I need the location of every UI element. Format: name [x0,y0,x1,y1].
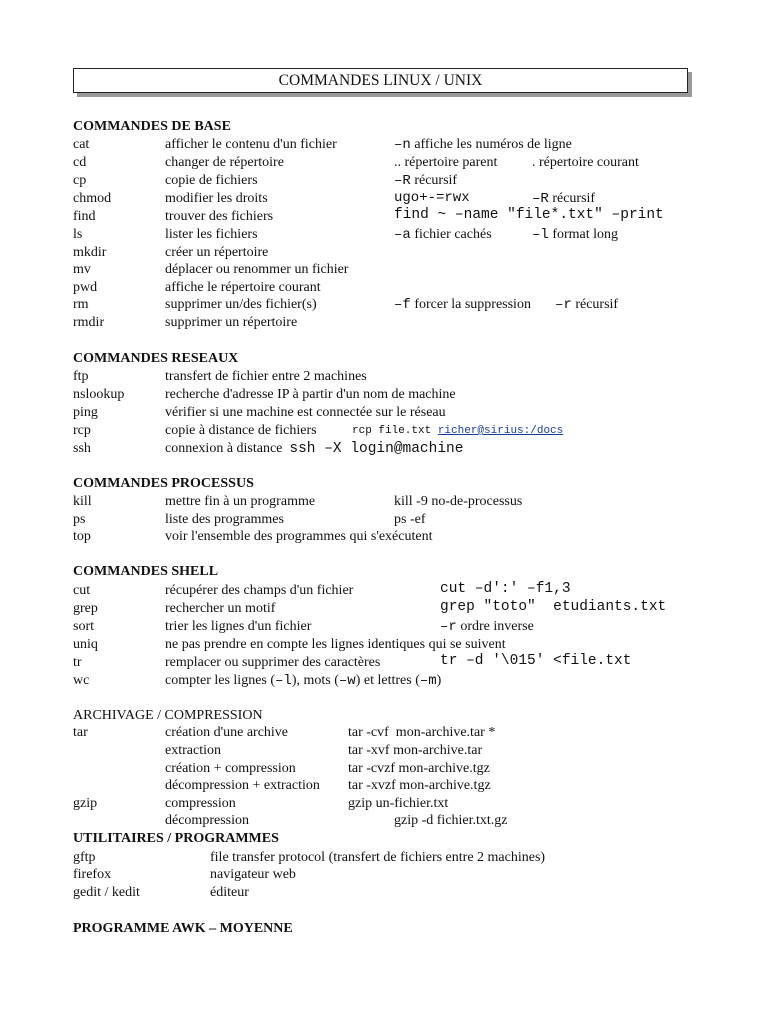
desc-wc-part4: ) [436,673,442,688]
desc-gftp: file transfer protocol (transfert de fichiers entre 2 machines) [210,850,546,865]
desc-gzip-decompress: décompression [165,813,249,828]
section-heading-base: COMMANDES DE BASE [73,119,231,134]
section-heading-archivage: ARCHIVAGE / COMPRESSION [73,708,263,723]
cmd-gftp: gftp [73,850,96,865]
desc-nslookup: recherche d'adresse IP à partir d'un nom de machine [165,387,456,402]
example-gzip-decompress: gzip -d fichier.txt.gz [394,813,508,828]
desc-tar-create: création d'une archive [165,725,289,740]
desc-tar-compress: création + compression [165,761,296,776]
cmd-rmdir: rmdir [73,315,105,330]
desc-sort: trier les lignes d'un fichier [165,619,312,634]
desc-ssh [165,440,463,458]
desc-mv: déplacer ou renommer un fichier [165,262,349,277]
example-rcp [352,423,563,440]
desc-rcp: copie à distance de fichiers [165,423,317,438]
example-tar-compress: tar -cvzf mon-archive.tgz [348,761,490,776]
option-f: –f [394,297,411,313]
example-gzip-compress: gzip un-fichier.txt [348,796,449,811]
section-heading-utilitaires: UTILITAIRES / PROGRAMMES [73,831,279,846]
example-tr: tr –d '\015' <file.txt [440,653,632,669]
desc-top: voir l'ensemble des programmes qui s'exécutent [165,529,433,544]
cmd-tr: tr [73,655,82,670]
option-l: –l [532,227,549,243]
cmd-pwd: pwd [73,280,98,295]
desc-ls: lister les fichiers [165,227,258,242]
cmd-ftp: ftp [73,369,89,384]
example-tar-decompress: tar -xvzf mon-archive.tgz [348,778,491,793]
note-cat [394,136,572,154]
desc-ssh-text: connexion à distance [165,441,283,456]
desc-wc-part2: ), mots ( [291,673,339,688]
cmd-ssh: ssh [73,441,91,456]
option-r-label: récursif [571,297,619,312]
option-r: –r [555,297,572,313]
desc-tar-extract: extraction [165,743,221,758]
cmd-rcp: rcp [73,423,91,438]
desc-gzip-compress: compression [165,796,236,811]
option-r: –r [440,619,457,635]
example-find: find ~ –name "file*.txt" –print [394,207,664,223]
section-heading-reseaux: COMMANDES RESEAUX [73,351,239,366]
cmd-top: top [73,529,91,544]
option-r-label: ordre inverse [456,619,534,634]
cmd-sort: sort [73,619,94,634]
note-ls-hidden [394,226,492,244]
cmd-uniq: uniq [73,637,98,652]
option-n-label: affiche les numéros de ligne [410,137,572,152]
desc-firefox: navigateur web [210,867,296,882]
cmd-gzip: gzip [73,796,98,811]
example-tar-create: tar -cvf mon-archive.tar * [348,725,496,740]
desc-grep: rechercher un motif [165,601,276,616]
desc-mkdir: créer un répertoire [165,245,269,260]
desc-chmod: modifier les droits [165,191,268,206]
option-m: –m [419,673,437,689]
option-n: –n [394,137,411,153]
cmd-cut: cut [73,583,91,598]
note-rm-recursive [555,296,618,314]
cmd-ps: ps [73,512,86,527]
desc-cut: récupérer des champs d'un fichier [165,583,354,598]
option-a: –a [394,227,411,243]
note-cd-current: . répertoire courant [532,155,639,170]
desc-find: trouver des fichiers [165,209,274,224]
desc-wc [165,672,441,690]
desc-rm: supprimer un/des fichier(s) [165,297,317,312]
desc-tar-decompress: décompression + extraction [165,778,320,793]
desc-uniq: ne pas prendre en compte les lignes identiques qui se suivent [165,637,506,652]
option-w: –w [338,673,356,689]
desc-cd: changer de répertoire [165,155,284,170]
example-rcp-code: rcp file.txt [352,425,432,437]
desc-tr: remplacer ou supprimer des caractères [165,655,381,670]
cmd-kill: kill [73,494,92,509]
desc-rmdir: supprimer un répertoire [165,315,298,330]
option-l: –l [275,673,292,689]
section-heading-shell: COMMANDES SHELL [73,564,219,579]
cmd-tar: tar [73,725,88,740]
cmd-wc: wc [73,673,90,688]
page-title: COMMANDES LINUX / UNIX [73,68,688,93]
desc-cp: copie de fichiers [165,173,258,188]
desc-cat: afficher le contenu d'un fichier [165,137,337,152]
option-R: –R [394,173,411,189]
option-R-label: récursif [548,191,596,206]
rcp-destination-link[interactable]: richer@sirius:/docs [437,425,564,437]
option-f-label: forcer la suppression [410,297,531,312]
note-chmod-mode: ugo+-=rwx [394,190,470,206]
example-cut: cut –d':' –f1,3 [440,581,571,597]
desc-wc-part1: compter les lignes ( [165,673,276,688]
note-cp [394,172,457,190]
desc-ftp: transfert de fichier entre 2 machines [165,369,367,384]
desc-wc-part3: ) et lettres ( [355,673,420,688]
option-a-label: fichier cachés [410,227,492,242]
cmd-cp: cp [73,173,87,188]
cmd-mkdir: mkdir [73,245,107,260]
desc-ping: vérifier si une machine est connectée sur le réseau [165,405,446,420]
desc-kill: mettre fin à un programme [165,494,316,509]
cmd-firefox: firefox [73,867,112,882]
note-rm-force [394,296,531,314]
cmd-chmod: chmod [73,191,112,206]
example-ssh: ssh –X login@machine [289,441,464,457]
section-heading-processus: COMMANDES PROCESSUS [73,476,254,491]
example-grep: grep "toto" etudiants.txt [440,599,667,615]
cmd-rm: rm [73,297,89,312]
cmd-gedit-kedit: gedit / kedit [73,885,140,900]
note-kill: kill -9 no-de-processus [394,494,523,509]
note-cd-parent: .. répertoire parent [394,155,498,170]
example-tar-extract: tar -xvf mon-archive.tar [348,743,483,758]
cmd-cd: cd [73,155,87,170]
cmd-nslookup: nslookup [73,387,125,402]
cmd-ls: ls [73,227,83,242]
cmd-mv: mv [73,262,91,277]
note-ps: ps -ef [394,512,426,527]
option-R: –R [532,191,549,207]
note-ls-long [532,226,618,244]
note-chmod-recursive [532,190,595,208]
cmd-ping: ping [73,405,98,420]
desc-gedit-kedit: éditeur [210,885,249,900]
cmd-find: find [73,209,96,224]
desc-pwd: affiche le répertoire courant [165,280,321,295]
cmd-grep: grep [73,601,98,616]
cmd-cat: cat [73,137,90,152]
note-sort [440,618,534,636]
section-heading-awk: PROGRAMME AWK – MOYENNE [73,921,293,936]
option-l-label: format long [548,227,619,242]
desc-ps: liste des programmes [165,512,284,527]
option-R-label: récursif [410,173,458,188]
